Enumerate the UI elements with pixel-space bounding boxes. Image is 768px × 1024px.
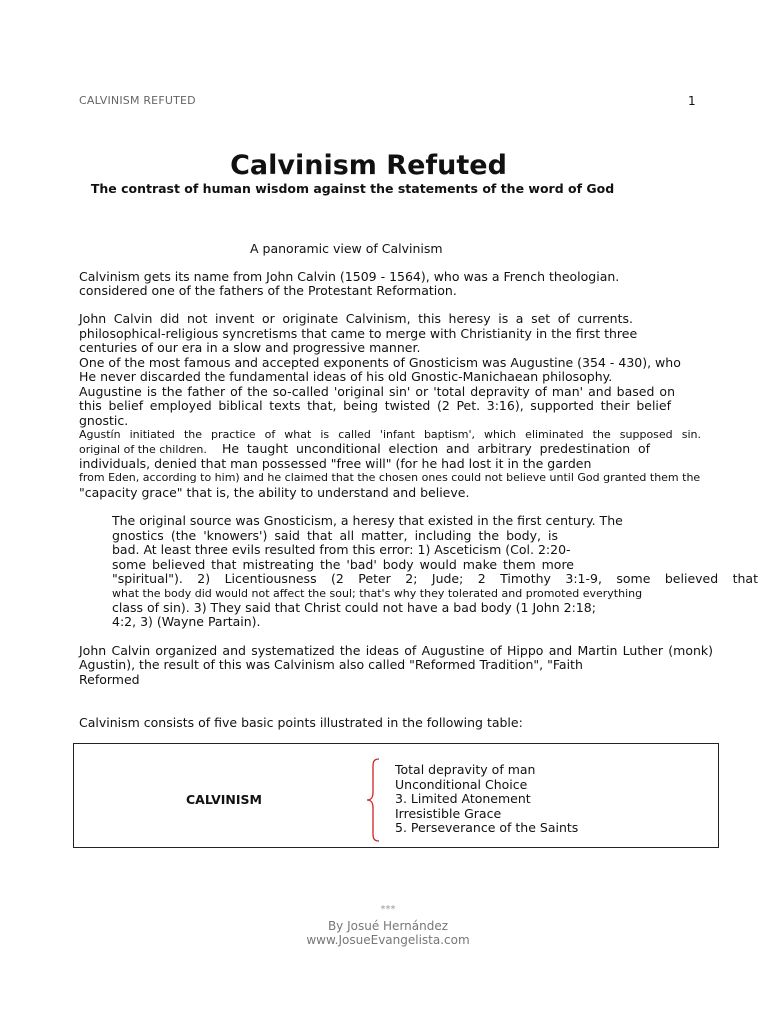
list-item: 5. Perseverance of the Saints	[395, 820, 579, 836]
text-line: He taught unconditional election and arbitrary predestination of	[222, 441, 650, 456]
table-label: CALVINISM	[186, 792, 262, 807]
quote-line: The original source was Gnosticism, a heresy that existed in the first century. The	[112, 513, 623, 528]
list-item: Unconditional Choice	[395, 776, 528, 792]
quote-line: 4:2, 3) (Wayne Partain).	[112, 614, 261, 629]
text-line: John Calvin organized and systematized the ideas of Augustine of Hippo and Martin Luther (monk)	[79, 643, 713, 658]
quote-line: "spiritual"). 2) Licentiousness (2 Peter 2; Jude; 2 Timothy 3:1-9, some believed that	[112, 571, 758, 586]
text-line: Calvinism gets its name from John Calvin (1509 - 1564), who was a French theologian.	[79, 269, 620, 284]
quote-line: some believed that mistreating the 'bad' body would make them more	[112, 557, 574, 572]
text-line: John Calvin did not invent or originate Calvinism, this heresy is a set of currents.	[79, 311, 633, 326]
paragraph-table-intro: Calvinism consists of five basic points illustrated in the following table:	[79, 715, 523, 730]
five-points-list	[395, 763, 578, 836]
text-line: from Eden, according to him) and he claimed that the chosen ones could not believe until God granted them the	[79, 471, 701, 484]
text-line: original of the children.	[79, 443, 207, 456]
text-line: philosophical-religious syncretisms that came to merge with Christianity in the first three	[79, 326, 638, 341]
footer-separator: ***	[380, 904, 396, 915]
footer-author: By Josué Hernández	[327, 919, 449, 933]
running-header: CALVINISM REFUTED	[79, 94, 196, 107]
page-number: 1	[688, 94, 696, 108]
quote-line: class of sin). 3) They said that Christ could not have a bad body (1 John 2:18;	[112, 600, 596, 615]
text-line: Agustin), the result of this was Calvinism also called "Reformed Tradition", "Faith	[79, 657, 583, 672]
text-line: considered one of the fathers of the Protestant Reformation.	[79, 283, 457, 298]
text-line: this belief employed biblical texts that, being twisted (2 Pet. 3:16), supported their belief	[79, 398, 671, 413]
curly-brace-icon	[366, 758, 382, 842]
text-line: gnostic.	[79, 413, 129, 428]
text-line: individuals, denied that man possessed "free will" (for he had lost it in the garden	[79, 456, 592, 471]
quote-line: what the body did would not affect the soul; that's why they tolerated and promoted everything	[112, 587, 643, 600]
text-line: Reformed	[79, 672, 140, 687]
text-line: "capacity grace" that is, the ability to understand and believe.	[79, 485, 470, 500]
footer-website: www.JosueEvangelista.com	[306, 933, 470, 947]
text-line: He never discarded the fundamental ideas of his old Gnostic-Manichaean philosophy.	[79, 369, 613, 384]
text-line: One of the most famous and accepted exponents of Gnosticism was Augustine (354 - 430), who	[79, 355, 681, 370]
list-item: Total depravity of man	[395, 762, 536, 777]
text-line: centuries of our era in a slow and progressive manner.	[79, 340, 421, 355]
quote-line: gnostics (the 'knowers') said that all matter, including the body, is	[112, 528, 558, 543]
document-subtitle: The contrast of human wisdom against the statements of the word of God	[90, 181, 615, 196]
list-item: Irresistible Grace	[395, 805, 502, 821]
quote-line: bad. At least three evils resulted from this error: 1) Asceticism (Col. 2:20-	[112, 542, 571, 557]
document-title: Calvinism Refuted	[230, 150, 507, 181]
text-line: Agustín initiated the practice of what is called 'infant baptism', which eliminated the supposed sin.	[79, 428, 701, 441]
section-heading: A panoramic view of Calvinism	[250, 241, 443, 256]
text-line: Augustine is the father of the so-called 'original sin' or 'total depravity of man' and based on	[79, 384, 675, 399]
list-item: 3. Limited Atonement	[395, 791, 531, 807]
